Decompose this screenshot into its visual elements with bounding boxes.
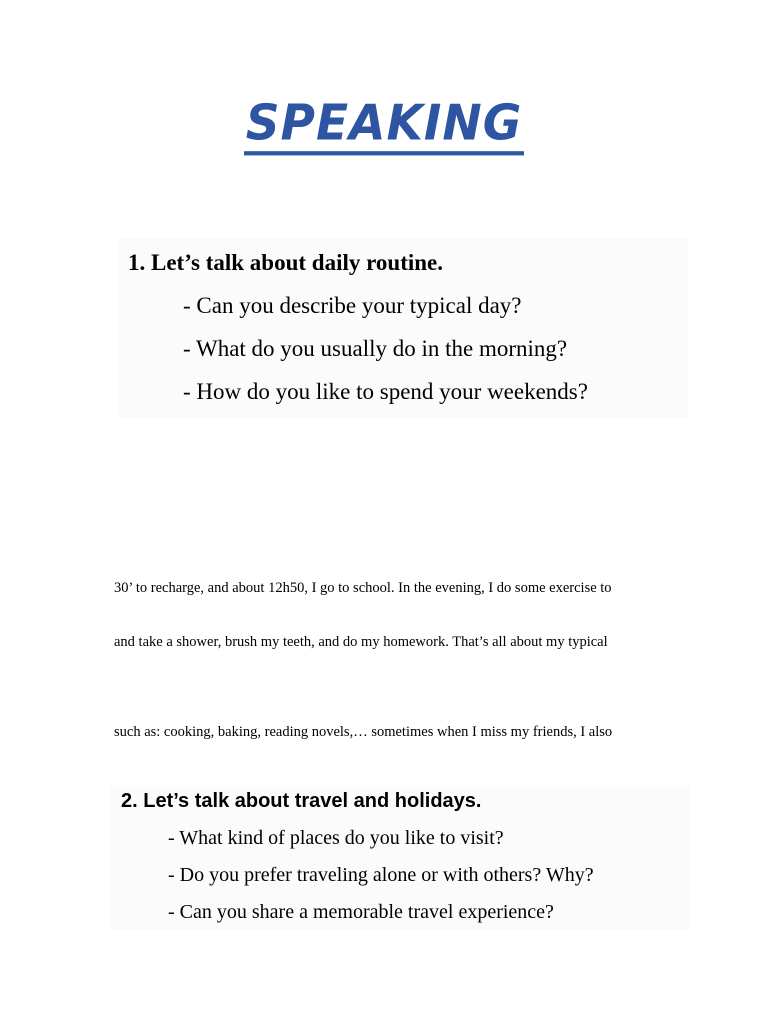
page-title: SPEAKING	[244, 97, 525, 156]
answer-line: such as: cooking, baking, reading novels,… sometimes when I miss my friends, I also	[114, 724, 613, 740]
section-heading-travel: 2. Let’s talk about travel and holidays.	[121, 790, 482, 812]
question-box-travel	[110, 785, 690, 930]
answer-line: and take a shower, brush my teeth, and do my homework. That’s all about my typical	[114, 634, 608, 650]
question-item: - Do you prefer traveling alone or with others? Why?	[168, 864, 594, 886]
question-item: - Can you share a memorable travel experience?	[168, 901, 554, 923]
page-title-wrapper	[0, 94, 768, 154]
question-box-daily-routine	[118, 238, 688, 418]
question-item: - Can you describe your typical day?	[183, 293, 522, 318]
section-heading-daily-routine: 1. Let’s talk about daily routine.	[128, 250, 444, 275]
question-item: - What do you usually do in the morning?	[183, 336, 568, 361]
question-item: - What kind of places do you like to visit?	[168, 827, 504, 849]
question-item: - How do you like to spend your weekends?	[183, 379, 588, 404]
answer-line: 30’ to recharge, and about 12h50, I go to school. In the evening, I do some exercise to	[114, 580, 612, 596]
